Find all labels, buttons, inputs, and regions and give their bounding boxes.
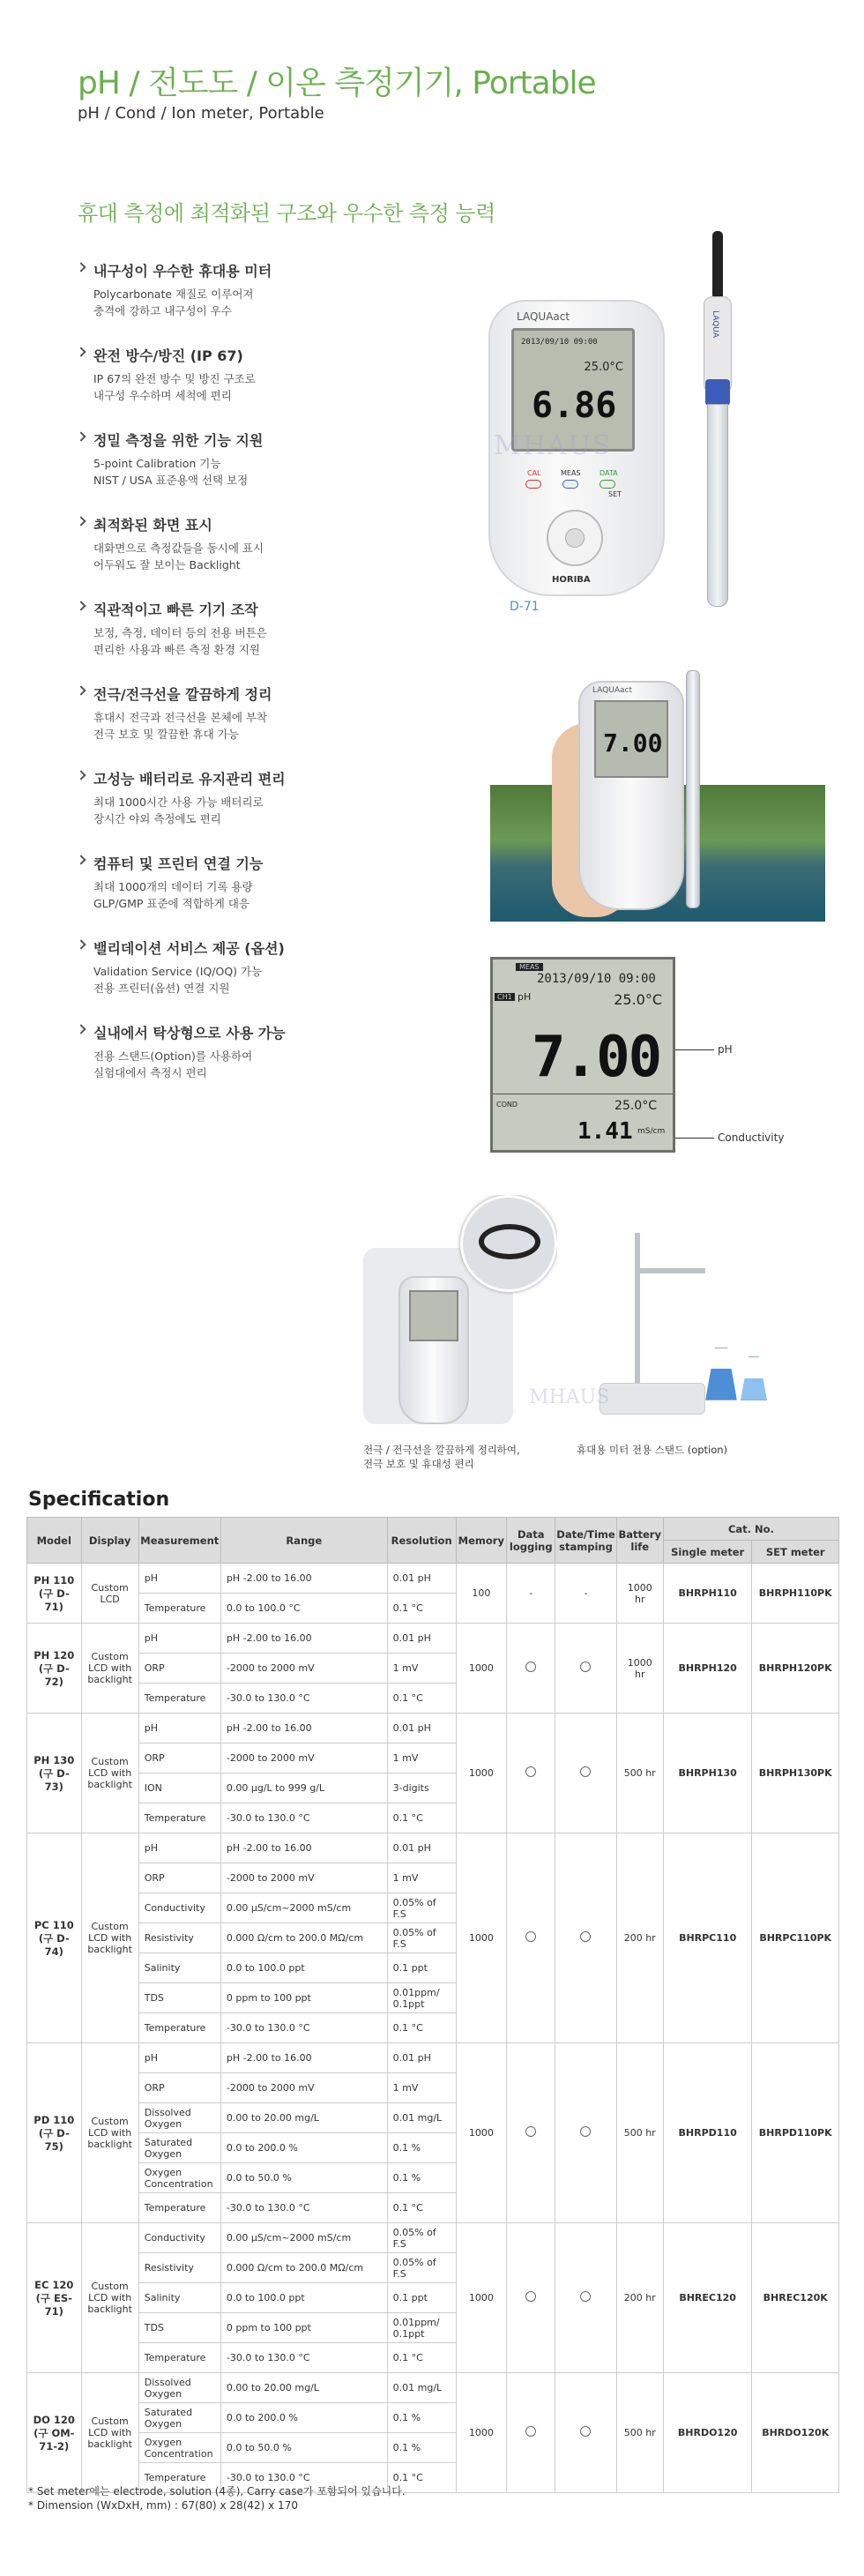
probe-brand: LAQUA (711, 310, 719, 339)
lcd-meas-indicator: MEAS (516, 963, 543, 971)
resolution-cell: 0.1 °C (387, 2193, 456, 2223)
display-cell: Custom LCD with backlight (81, 2223, 138, 2373)
feature-desc: 충격에 강하고 내구성이 우수 (93, 304, 232, 317)
measurement-cell: pH (138, 1833, 220, 1863)
battery-cell: 200 hr (616, 1833, 663, 2043)
lcd-date-closeup: 2013/09/10 09:00 (537, 972, 656, 986)
range-cell: 0.0 to 100.0 ppt (220, 1953, 387, 1983)
range-cell: 0.000 Ω/cm to 200.0 MΩ/cm (220, 2253, 387, 2283)
feature-desc: 대화면으로 측정값들을 동시에 표시 (93, 541, 264, 555)
stamping-cell (555, 1833, 616, 2043)
range-cell: 0 ppm to 100 ppt (220, 2313, 387, 2343)
battery-cell: 500 hr (616, 2373, 663, 2493)
feature-desc: 전용 스탠드(Option)를 사용하여 (93, 1049, 253, 1063)
lcd-value: 6.86 (532, 385, 617, 426)
feature-desc: Validation Service (IQ/OQ) 가능 (93, 965, 263, 978)
feature-desc: GLP/GMP 표준에 적합하게 대응 (93, 897, 250, 910)
resolution-cell: 0.1 ppt (387, 2283, 456, 2313)
display-cell: Custom LCD (81, 1564, 138, 1624)
feature-desc: 내구성 우수하며 세척에 편리 (93, 389, 232, 402)
data-button (600, 480, 615, 489)
battery-cell: 1000 hr (616, 1624, 663, 1714)
measurement-cell: pH (138, 2043, 220, 2073)
memory-cell: 1000 (456, 2043, 506, 2223)
lcd-ph-value: 7.00 (532, 1025, 661, 1090)
set-catno-cell: BHRDO120K (752, 2373, 839, 2493)
ph-leader-line (675, 1049, 714, 1050)
spec-header-row (27, 1518, 839, 1541)
stamping-cell (555, 2043, 616, 2223)
resolution-cell: 0.1 °C (387, 2343, 456, 2373)
feature-item (78, 345, 377, 404)
feature-desc: 장시간 야외 측정에도 편리 (93, 812, 221, 825)
range-cell: 0.0 to 100.0 °C (220, 1594, 387, 1624)
memory-cell: 1000 (456, 2373, 506, 2493)
set-catno-cell: BHRPD110PK (752, 2043, 839, 2223)
resolution-cell: 0.05% of F.S (387, 2223, 456, 2253)
range-cell: pH -2.00 to 16.00 (220, 2043, 387, 2073)
logging-cell (507, 1624, 555, 1714)
feature-item (78, 683, 377, 743)
model-name: PD 110 (34, 2113, 75, 2126)
feature-item (78, 599, 377, 658)
supported-icon (525, 1766, 536, 1777)
small-lcd (409, 1290, 458, 1341)
resolution-cell: 0.01 mg/L (387, 2103, 456, 2133)
measurement-cell: TDS (138, 2313, 220, 2343)
resolution-cell: 0.1 % (387, 2163, 456, 2193)
measurement-cell: Temperature (138, 1684, 220, 1714)
measurement-cell: Oxygen Concentration (138, 2433, 220, 2463)
model-cell (27, 2223, 82, 2373)
range-cell: 0.0 to 200.0 % (220, 2133, 387, 2163)
feature-title: 컴퓨터 및 프린터 연결 기능 (78, 853, 377, 873)
measurement-cell: Temperature (138, 1594, 220, 1624)
single-catno-cell: BHRPC110 (663, 1833, 752, 2043)
col-single: Single meter (663, 1541, 752, 1564)
model-old: (구 OM-71-2) (34, 2426, 75, 2453)
col-range: Range (220, 1518, 387, 1564)
stamping-cell (555, 1714, 616, 1833)
display-cell: Custom LCD with backlight (81, 1833, 138, 2043)
resolution-cell: 0.05% of F.S (387, 2253, 456, 2283)
display-cell: Custom LCD with backlight (81, 1714, 138, 1833)
model-cell (27, 1564, 82, 1624)
cable-management-photo (363, 1195, 557, 1433)
supported-icon (525, 2126, 536, 2137)
col-stamping: Date/Time stamping (555, 1518, 616, 1564)
probe-cap (705, 379, 730, 406)
lcd-closeup (490, 957, 675, 1153)
range-cell: -2000 to 2000 mV (220, 1863, 387, 1893)
feature-desc: 5-point Calibration 기능 (93, 457, 221, 470)
measurement-cell: Temperature (138, 2463, 220, 2493)
resolution-cell: 0.05% of F.S (387, 1923, 456, 1953)
footnote-set-meter: * Set meter에는 electrode, solution (4종), Carry case가 포함되어 있습니다. (28, 2485, 406, 2498)
feature-title: 내구성이 우수한 휴대용 미터 (78, 260, 377, 280)
measurement-cell: ORP (138, 1654, 220, 1684)
supported-icon (580, 1766, 591, 1777)
range-cell: pH -2.00 to 16.00 (220, 1564, 387, 1594)
table-row (27, 1833, 839, 1863)
measurement-cell: Saturated Oxygen (138, 2133, 220, 2163)
single-catno-cell: BHRPH120 (663, 1624, 752, 1714)
range-cell: -30.0 to 130.0 °C (220, 2013, 387, 2043)
set-catno-cell: BHRPH120PK (752, 1624, 839, 1714)
model-name: PH 120 (34, 1648, 75, 1661)
handheld-photo (490, 670, 825, 922)
single-catno-cell: BHRPD110 (663, 2043, 752, 2223)
attached-probe (686, 670, 700, 908)
maker-logo: HORIBA (552, 575, 591, 585)
range-cell: 0.00 μS/cm~2000 mS/cm (220, 2223, 387, 2253)
measurement-cell: Dissolved Oxygen (138, 2103, 220, 2133)
resolution-cell: 0.1 °C (387, 2013, 456, 2043)
spec-title: Specification (28, 1489, 170, 1511)
feature-desc: 어두워도 잘 보이는 Backlight (93, 558, 241, 571)
supported-icon (580, 2126, 591, 2137)
lcd-cond-value: 1.41 (577, 1118, 633, 1145)
feature-desc: IP 67의 완전 방수 및 방진 구조로 (93, 372, 256, 385)
set-catno-cell: BHREC120K (752, 2223, 839, 2373)
model-old: (구 D-75) (38, 2126, 70, 2153)
range-cell: -2000 to 2000 mV (220, 1654, 387, 1684)
single-catno-cell: BHRPH130 (663, 1714, 752, 1833)
caption-line: 전극 / 전극선을 깔끔하게 정리하여, (363, 1444, 520, 1456)
stand-base (600, 1383, 705, 1415)
measurement-cell: Conductivity (138, 1893, 220, 1923)
measurement-cell: ORP (138, 2073, 220, 2103)
single-catno-cell: BHREC120 (663, 2223, 752, 2373)
resolution-cell: 1 mV (387, 1863, 456, 1893)
display-cell: Custom LCD with backlight (81, 2043, 138, 2223)
resolution-cell: 0.1 % (387, 2403, 456, 2433)
supported-icon (580, 2291, 591, 2302)
single-catno-cell: BHRDO120 (663, 2373, 752, 2493)
resolution-cell: 0.1 °C (387, 2463, 456, 2493)
resolution-cell: 0.01 pH (387, 1833, 456, 1863)
stand-caption: 휴대용 미터 전용 스탠드 (option) (577, 1444, 728, 1456)
range-cell: 0.0 to 200.0 % (220, 2403, 387, 2433)
feature-item (78, 1022, 377, 1081)
feature-desc: NIST / USA 표준용액 선택 보정 (93, 474, 249, 487)
model-name: DO 120 (33, 2413, 75, 2426)
model-old: (구 D-71) (38, 1587, 70, 1613)
supported-icon (580, 2426, 591, 2437)
model-old: (구 ES-71) (35, 2291, 72, 2318)
feature-title: 전극/전극선을 깔끔하게 정리 (78, 683, 377, 704)
resolution-cell: 0.1 ppt (387, 1953, 456, 1983)
lcd-date: 2013/09/10 09:00 (521, 338, 598, 347)
logging-cell (507, 1714, 555, 1833)
lcd-unit: pH (518, 991, 532, 1003)
stand-arm (635, 1268, 705, 1273)
supported-icon (525, 2426, 536, 2437)
supported-icon (525, 2291, 536, 2302)
lcd-cond-temp: 25.0°C (614, 1099, 657, 1113)
measurement-cell: Oxygen Concentration (138, 2163, 220, 2193)
range-cell: -30.0 to 130.0 °C (220, 1803, 387, 1833)
resolution-cell: 0.01 mg/L (387, 2373, 456, 2403)
feature-desc: 전용 프린터(옵션) 연결 지원 (93, 982, 230, 995)
lcd-temp-closeup: 25.0°C (614, 991, 662, 1008)
set-catno-cell: BHRPH110PK (752, 1564, 839, 1624)
col-battery: Battery life (616, 1518, 663, 1564)
handheld-lcd-value: 7.00 (603, 728, 663, 758)
measurement-cell: ION (138, 1773, 220, 1803)
col-model: Model (27, 1518, 82, 1564)
resolution-cell: 0.1 % (387, 2433, 456, 2463)
col-display: Display (81, 1518, 138, 1564)
measurement-cell: ORP (138, 1863, 220, 1893)
range-cell: 0 ppm to 100 ppt (220, 1983, 387, 2013)
measurement-cell: Salinity (138, 2283, 220, 2313)
range-cell: -2000 to 2000 mV (220, 1743, 387, 1773)
resolution-cell: 0.01ppm/ 0.1ppt (387, 1983, 456, 2013)
data-button-label: DATA (600, 469, 618, 477)
table-row (27, 1564, 839, 1594)
range-cell: -30.0 to 130.0 °C (220, 2463, 387, 2493)
measurement-cell: pH (138, 1624, 220, 1654)
model-cell (27, 2373, 82, 2493)
measurement-cell: TDS (138, 1983, 220, 2013)
blue-flask (705, 1348, 737, 1400)
memory-cell: 1000 (456, 1624, 506, 1714)
single-catno-cell: BHRPH110 (663, 1564, 752, 1624)
set-catno-cell: BHRPH130PK (752, 1714, 839, 1833)
measurement-cell: Resistivity (138, 1923, 220, 1953)
memory-cell: 1000 (456, 1714, 506, 1833)
range-cell: 0.0 to 50.0 % (220, 2163, 387, 2193)
memory-cell: 1000 (456, 2223, 506, 2373)
page-title: pH / 전도도 / 이온 측정기기, Portable (78, 65, 596, 101)
logging-cell (507, 2223, 555, 2373)
model-old: (구 D-72) (38, 1661, 70, 1688)
range-cell: pH -2.00 to 16.00 (220, 1714, 387, 1743)
model-name: EC 120 (34, 2278, 74, 2291)
feature-desc: Polycarbonate 재질로 이루어져 (93, 287, 254, 301)
stamping-cell (555, 1624, 616, 1714)
lcd-cond-unit: mS/cm (637, 1127, 666, 1136)
watermark-2: MHAUS (529, 1386, 610, 1408)
lcd-channel: CH1 (495, 993, 515, 1001)
feature-item (78, 514, 377, 573)
range-cell: 0.00 μg/L to 999 g/L (220, 1773, 387, 1803)
stamping-cell: - (555, 1564, 616, 1624)
feature-desc: 휴대시 전극과 전극선을 본체에 부착 (93, 711, 268, 724)
range-cell: 0.00 μS/cm~2000 mS/cm (220, 1893, 387, 1923)
range-cell: -30.0 to 130.0 °C (220, 2343, 387, 2373)
measurement-cell: pH (138, 1714, 220, 1743)
range-cell: -30.0 to 130.0 °C (220, 2193, 387, 2223)
feature-title: 정밀 측정을 위한 기능 지원 (78, 429, 377, 450)
feature-desc: 실험대에서 측정시 편리 (93, 1066, 207, 1079)
set-catno-cell: BHRPC110PK (752, 1833, 839, 2043)
feature-item (78, 260, 377, 319)
resolution-cell: 0.01 pH (387, 1714, 456, 1743)
feature-item (78, 768, 377, 827)
logging-cell (507, 1833, 555, 2043)
meas-button (562, 480, 578, 489)
handheld-lcd (594, 700, 668, 778)
cal-button-label: CAL (527, 469, 541, 477)
resolution-cell: 1 mV (387, 2073, 456, 2103)
supported-icon (580, 1661, 591, 1672)
col-memory: Memory (456, 1518, 506, 1564)
range-cell: 0.00 to 20.00 mg/L (220, 2373, 387, 2403)
range-cell: pH -2.00 to 16.00 (220, 1833, 387, 1863)
model-old: (구 D-74) (38, 1931, 70, 1958)
meter-brand: LAQUAact (517, 310, 570, 323)
logging-cell (507, 2043, 555, 2223)
set-button-label: SET (608, 490, 622, 498)
model-cell (27, 1833, 82, 2043)
table-row (27, 2223, 839, 2253)
model-cell (27, 2043, 82, 2223)
range-cell: -2000 to 2000 mV (220, 2073, 387, 2103)
feature-item (78, 937, 377, 997)
enter-button (565, 528, 585, 548)
resolution-cell: 3-digits (387, 1773, 456, 1803)
col-logging: Data logging (507, 1518, 555, 1564)
range-cell: 0.000 Ω/cm to 200.0 MΩ/cm (220, 1923, 387, 1953)
stamping-cell (555, 2223, 616, 2373)
table-row (27, 2043, 839, 2073)
feature-title: 완전 방수/방진 (IP 67) (78, 345, 377, 365)
spec-table (26, 1517, 839, 2493)
handheld-brand: LAQUAact (592, 686, 633, 695)
range-cell: 0.0 to 50.0 % (220, 2433, 387, 2463)
supported-icon (525, 1931, 536, 1942)
feature-desc: 최대 1000시간 사용 가능 배터리로 (93, 795, 264, 809)
resolution-cell: 0.1 °C (387, 1684, 456, 1714)
measurement-cell: Temperature (138, 2343, 220, 2373)
model-cell (27, 1714, 82, 1833)
memory-cell: 100 (456, 1564, 506, 1624)
col-catno: Cat. No. (663, 1518, 838, 1541)
model-name: PH 110 (34, 1573, 75, 1587)
stand-pole (635, 1233, 640, 1400)
cal-button (525, 480, 541, 489)
resolution-cell: 0.1 °C (387, 1803, 456, 1833)
tagline: 휴대 측정에 최적화된 구조와 우수한 측정 능력 (78, 201, 495, 226)
feature-desc: 보정, 측정, 데이터 등의 전용 버튼은 (93, 626, 267, 639)
battery-cell: 1000 hr (616, 1564, 663, 1624)
measurement-cell: Dissolved Oxygen (138, 2373, 220, 2403)
watermark: MHAUS (494, 430, 613, 461)
resolution-cell: 0.01ppm/ 0.1ppt (387, 2313, 456, 2343)
meas-button-label: MEAS (561, 469, 581, 477)
feature-title: 최적화된 화면 표시 (78, 514, 377, 534)
range-cell: -30.0 to 130.0 °C (220, 1684, 387, 1714)
resolution-cell: 0.01 pH (387, 1564, 456, 1594)
resolution-cell: 1 mV (387, 1654, 456, 1684)
measurement-cell: ORP (138, 1743, 220, 1773)
feature-title: 고성능 배터리로 유지관리 편리 (78, 768, 377, 788)
cable-caption (363, 1443, 520, 1471)
range-cell: 0.00 to 20.00 mg/L (220, 2103, 387, 2133)
feature-item (78, 853, 377, 912)
table-row (27, 1624, 839, 1654)
conductivity-callout: Conductivity (718, 1131, 785, 1144)
measurement-cell: Salinity (138, 1953, 220, 1983)
battery-cell: 500 hr (616, 1714, 663, 1833)
ph-callout: pH (718, 1043, 733, 1056)
col-measurement: Measurement (138, 1518, 220, 1564)
col-resolution: Resolution (387, 1518, 456, 1564)
measurement-cell: Temperature (138, 1803, 220, 1833)
lcd-cond-label: COND (496, 1101, 518, 1109)
caption-line: 전극 보호 및 휴대성 편리 (363, 1458, 474, 1470)
resolution-cell: 0.05% of F.S (387, 1893, 456, 1923)
measurement-cell: pH (138, 1564, 220, 1594)
resolution-cell: 0.01 pH (387, 1624, 456, 1654)
model-name: PC 110 (34, 1918, 74, 1931)
probe-body (707, 404, 728, 607)
col-set: SET meter (752, 1541, 839, 1564)
feature-desc: 전극 보호 및 깔끔한 휴대 가능 (93, 728, 239, 741)
supported-icon (525, 1661, 536, 1672)
footnote-dimension: * Dimension (WxDxH, mm) : 67(80) x 28(42) x 170 (28, 2499, 298, 2512)
feature-title: 직관적이고 빠른 기기 조작 (78, 599, 377, 619)
coiled-cable (479, 1224, 540, 1259)
page-subtitle: pH / Cond / Ion meter, Portable (78, 104, 324, 123)
model-label: D-71 (510, 600, 540, 614)
table-row (27, 1714, 839, 1743)
feature-item (78, 429, 377, 489)
feature-title: 밸리데이션 서비스 제공 (옵션) (78, 937, 377, 958)
model-old: (구 D-73) (38, 1766, 70, 1793)
resolution-cell: 0.1 % (387, 2133, 456, 2163)
display-cell: Custom LCD with backlight (81, 2373, 138, 2493)
measurement-cell: Conductivity (138, 2223, 220, 2253)
battery-cell: 500 hr (616, 2043, 663, 2223)
battery-cell: 200 hr (616, 2223, 663, 2373)
cond-leader-line (675, 1138, 714, 1139)
logging-cell (507, 2373, 555, 2493)
feature-desc: 편리한 사용과 빠른 측정 환경 지원 (93, 643, 260, 656)
resolution-cell: 1 mV (387, 1743, 456, 1773)
zoom-inset (460, 1195, 557, 1292)
measurement-cell: Saturated Oxygen (138, 2403, 220, 2433)
lcd-temp: 25.0°C (584, 361, 623, 374)
resolution-cell: 0.1 °C (387, 1594, 456, 1624)
light-blue-flask (741, 1356, 767, 1400)
feature-desc: 최대 1000개의 데이터 기록 용량 (93, 880, 253, 893)
display-cell: Custom LCD with backlight (81, 1624, 138, 1714)
resolution-cell: 0.01 pH (387, 2043, 456, 2073)
stamping-cell (555, 2373, 616, 2493)
supported-icon (580, 1931, 591, 1942)
model-name: PH 130 (34, 1753, 75, 1766)
probe-cable (712, 231, 723, 300)
feature-title: 실내에서 탁상형으로 사용 가능 (78, 1022, 377, 1042)
electrode-probe-image (688, 231, 749, 619)
measurement-cell: Temperature (138, 2013, 220, 2043)
memory-cell: 1000 (456, 1833, 506, 2043)
range-cell: pH -2.00 to 16.00 (220, 1624, 387, 1654)
model-cell (27, 1624, 82, 1714)
table-row (27, 2373, 839, 2403)
measurement-cell: Temperature (138, 2193, 220, 2223)
range-cell: 0.0 to 100.0 ppt (220, 2283, 387, 2313)
measurement-cell: Resistivity (138, 2253, 220, 2283)
logging-cell: - (507, 1564, 555, 1624)
